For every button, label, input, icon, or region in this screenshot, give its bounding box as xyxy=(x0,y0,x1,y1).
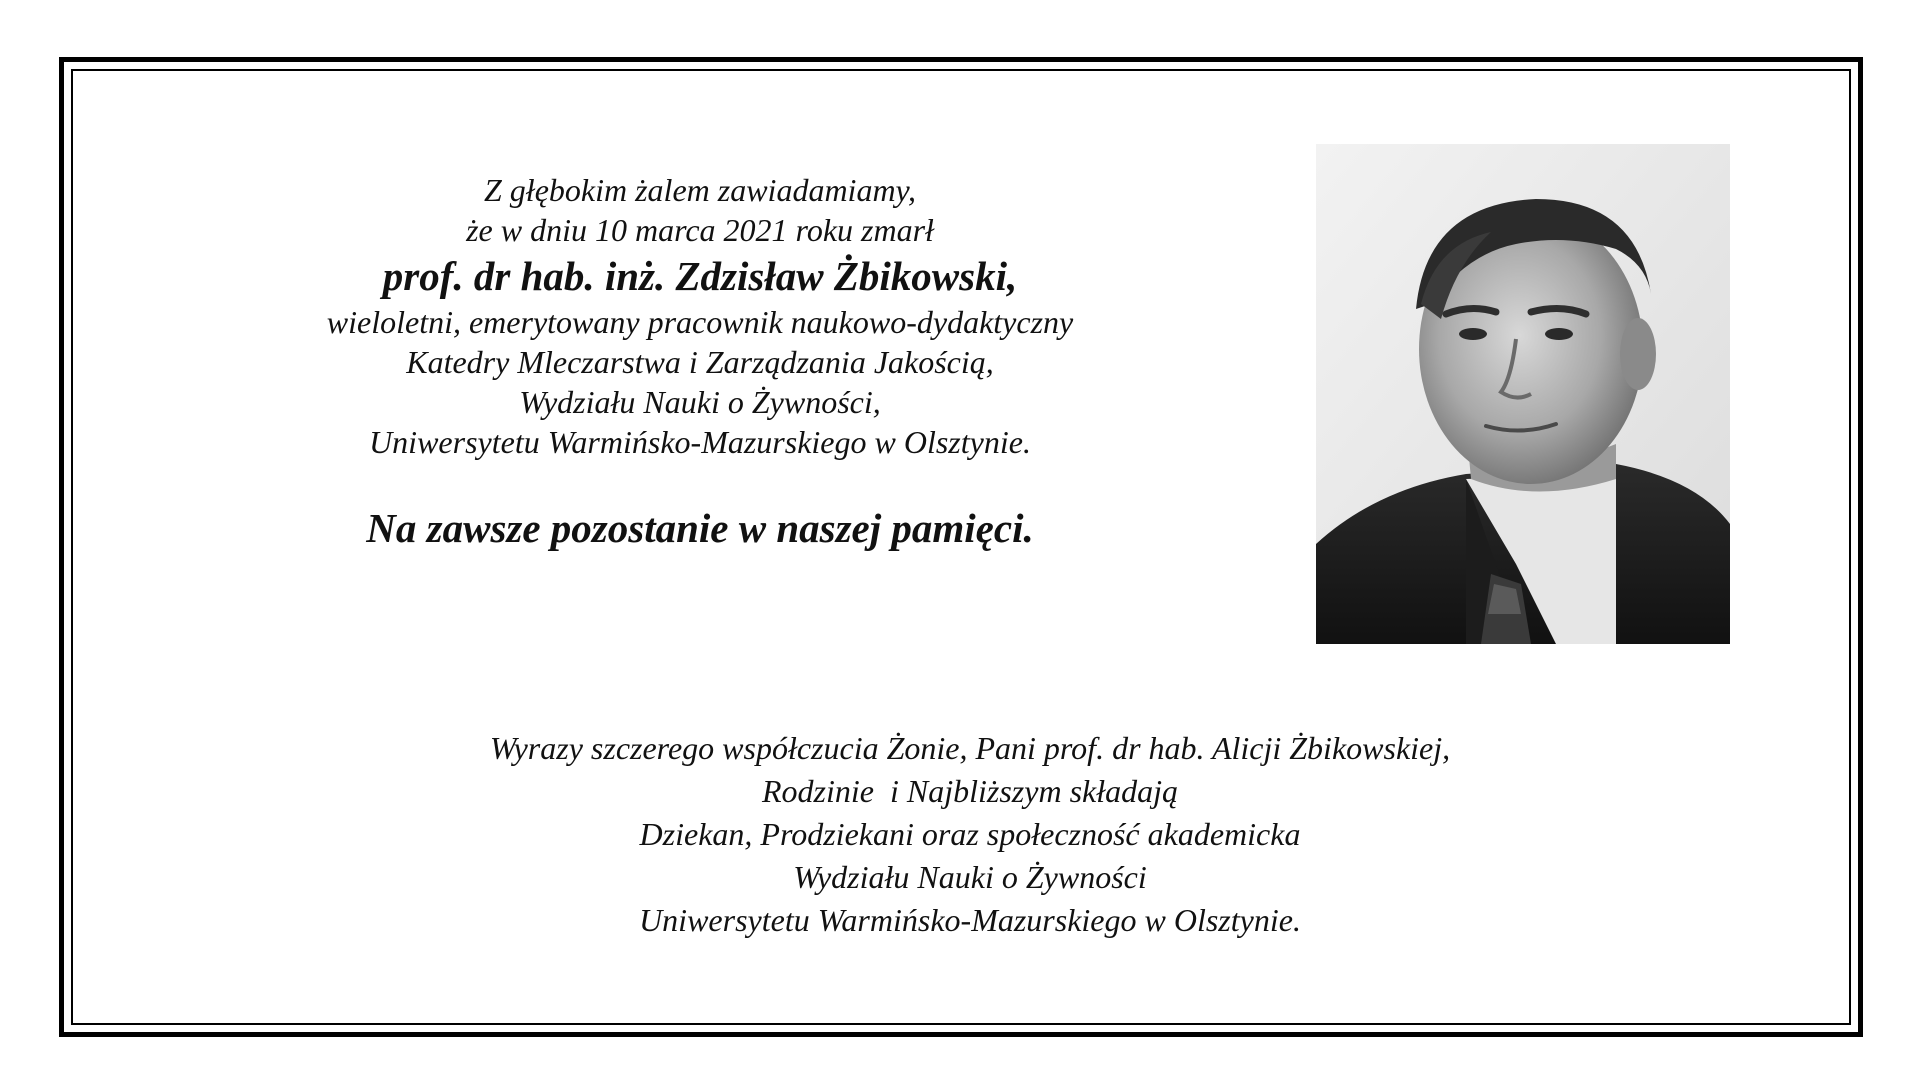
condolences-line-1: Wyrazy szczerego współczucia Żonie, Pani prof. dr hab. Alicji Żbikowskiej, xyxy=(489,730,1451,766)
portrait-photo xyxy=(1316,144,1730,644)
condolences-line-4: Wydziału Nauki o Żywności xyxy=(793,859,1147,895)
memory-statement: Na zawsze pozostanie w naszej pamięci. xyxy=(366,505,1034,551)
deceased-name: prof. dr hab. inż. Zdzisław Żbikowski, xyxy=(382,253,1018,299)
announcement-line-4: wieloletni, emerytowany pracownik naukowo-dydaktyczny xyxy=(326,304,1074,340)
announcement-line-5: Katedry Mleczarstwa i Zarządzania Jakością, xyxy=(406,344,994,380)
announcement-line-7: Uniwersytetu Warmińsko-Mazurskiego w Olsztynie. xyxy=(369,424,1031,460)
condolences-message xyxy=(260,727,1680,942)
condolences-line-3: Dziekan, Prodziekani oraz społeczność akademicka xyxy=(639,816,1301,852)
announcement-line-6: Wydziału Nauki o Żywności, xyxy=(519,384,881,420)
announcement-line-1: Z głębokim żalem zawiadamiamy, xyxy=(484,172,916,208)
condolences-line-5: Uniwersytetu Warmińsko-Mazurskiego w Olsztynie. xyxy=(639,902,1301,938)
condolences-line-2: Rodzinie i Najbliższym składają xyxy=(762,773,1178,809)
portrait-photo-icon xyxy=(1316,144,1730,644)
death-announcement xyxy=(200,170,1200,554)
announcement-line-2: że w dniu 10 marca 2021 roku zmarł xyxy=(466,212,934,248)
